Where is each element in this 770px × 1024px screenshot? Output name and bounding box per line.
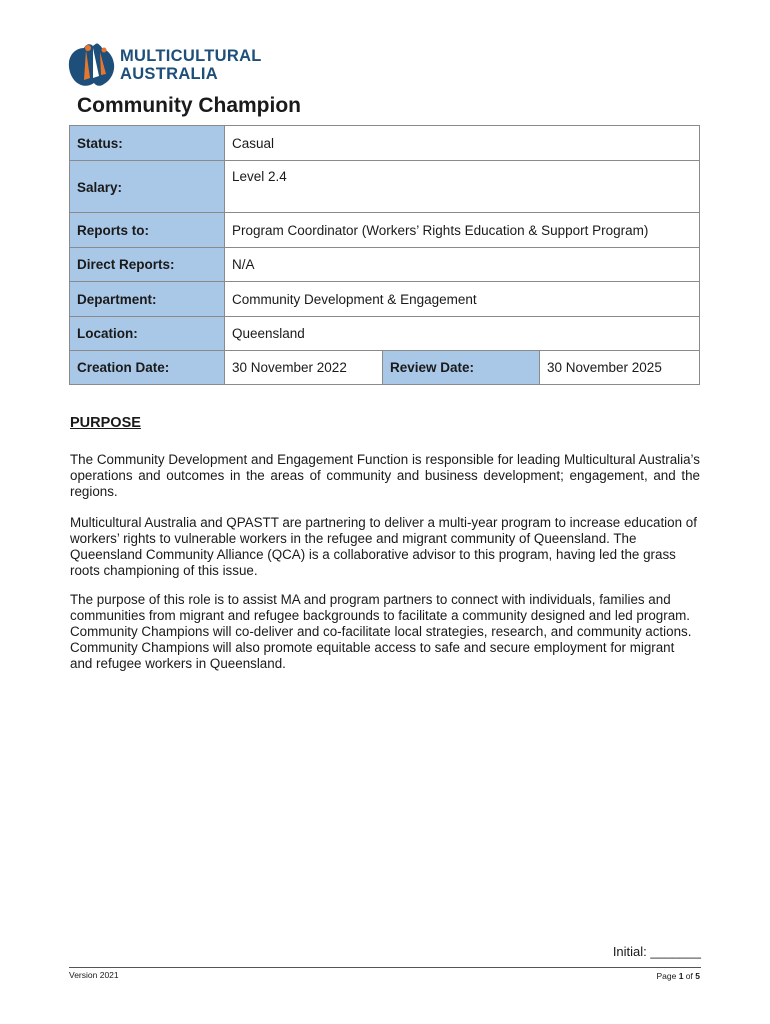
review-date-label: Review Date: (383, 351, 540, 385)
review-date-value: 30 November 2025 (540, 351, 700, 385)
reports-to-value: Program Coordinator (Workers’ Rights Education & Support Program) (225, 213, 700, 248)
salary-value: Level 2.4 (225, 161, 700, 213)
footer-divider (69, 967, 701, 968)
table-row (70, 351, 700, 385)
multicultural-australia-logo (66, 40, 266, 90)
logo-line-1: MULTICULTURAL (120, 47, 262, 65)
page-title: Community Champion (77, 94, 301, 117)
location-value: Queensland (225, 317, 700, 351)
creation-date-label: Creation Date: (70, 351, 225, 385)
page-total: 5 (695, 971, 700, 981)
version-label: Version 2021 (69, 970, 119, 980)
page-number (656, 971, 700, 981)
table-row (70, 126, 700, 161)
logo-text (120, 47, 262, 83)
status-label: Status: (70, 126, 225, 161)
page-of: of (685, 971, 693, 981)
purpose-paragraph-3: The purpose of this role is to assist MA and program partners to connect with individuals, families and communities from migrant and refugee backgrounds to facilitate a community designed and led program. Community Champions will co-deliver and co-facilitate local strategies, research, and community actions. Community Champions will also promote equitable access to safe and secure employment for migrant and refugee workers in Queensland. (70, 592, 692, 671)
salary-label: Salary: (70, 161, 225, 213)
page-prefix: Page (656, 971, 677, 981)
australia-map-icon (66, 40, 118, 90)
position-info-table (69, 125, 700, 385)
direct-reports-label: Direct Reports: (70, 248, 225, 282)
department-label: Department: (70, 282, 225, 317)
creation-date-value: 30 November 2022 (225, 351, 383, 385)
purpose-paragraph-2: Multicultural Australia and QPASTT are partnering to deliver a multi-year program to increase education of workers’ rights to vulnerable workers in the refugee and migrant community of Queensland. The Queensland Community Alliance (QCA) is a collaborative advisor to this program, having led the grass roots championing of this issue. (70, 515, 697, 578)
initial-field: Initial: _______ (612, 944, 701, 959)
reports-to-label: Reports to: (70, 213, 225, 248)
department-value: Community Development & Engagement (225, 282, 700, 317)
purpose-heading: PURPOSE (70, 415, 141, 431)
page-current: 1 (678, 971, 684, 981)
direct-reports-value: N/A (225, 248, 700, 282)
purpose-paragraph-1: The Community Development and Engagement Function is responsible for leading Multicultural Australia’s operations and outcomes in the areas of community and business development; engagement, and the regions. (70, 452, 700, 499)
table-row (70, 282, 700, 317)
logo-line-2: AUSTRALIA (120, 65, 219, 83)
table-row (70, 317, 700, 351)
table-row (70, 248, 700, 282)
location-label: Location: (70, 317, 225, 351)
status-value: Casual (225, 126, 700, 161)
table-row (70, 161, 700, 213)
table-row (70, 213, 700, 248)
